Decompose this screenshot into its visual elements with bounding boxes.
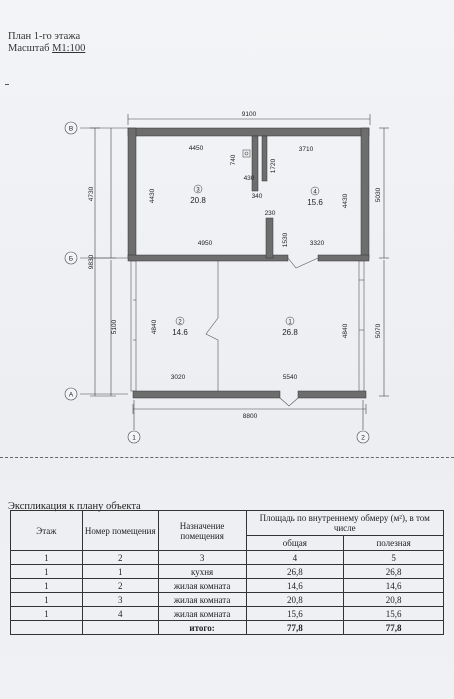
cell-purpose: кухня bbox=[158, 565, 246, 579]
scale-value: М1:100 bbox=[52, 43, 86, 54]
table-row bbox=[11, 607, 444, 621]
dim-left-lower: 5100 bbox=[111, 319, 118, 335]
room-number: 4 bbox=[313, 189, 317, 196]
cell-purpose: жилая комната bbox=[158, 579, 246, 593]
cell-floor: 1 bbox=[11, 579, 83, 593]
dim-right-upper: 5030 bbox=[375, 187, 382, 203]
scale-label: Масштаб bbox=[8, 43, 50, 54]
walls bbox=[128, 128, 369, 398]
dim-room3-top: 4450 bbox=[188, 145, 204, 152]
summary-total: 77,8 bbox=[246, 621, 344, 635]
cell-useful: 26,8 bbox=[344, 565, 444, 579]
dim-room2-bottom: 3020 bbox=[170, 374, 186, 381]
room-number: 3 bbox=[196, 187, 200, 194]
dim-room3-height: 4430 bbox=[149, 188, 156, 204]
header-floor: Этаж bbox=[11, 511, 83, 551]
cell-num: 2 bbox=[82, 579, 158, 593]
cell-total: 20,8 bbox=[246, 593, 344, 607]
cell-purpose: жилая комната bbox=[158, 607, 246, 621]
axis-label-v: В bbox=[68, 125, 74, 133]
col-number: 4 bbox=[246, 551, 344, 565]
dim-room2-height: 4840 bbox=[151, 319, 158, 335]
room-area: 26.8 bbox=[282, 328, 298, 337]
explication-title: Экспликация к плану объекта bbox=[8, 501, 141, 512]
table-row bbox=[11, 565, 444, 579]
col-number: 3 bbox=[158, 551, 246, 565]
cell-total: 14,6 bbox=[246, 579, 344, 593]
cell-purpose: жилая комната bbox=[158, 593, 246, 607]
axis-label-1: 1 bbox=[132, 434, 136, 442]
dim-room1-height: 4840 bbox=[342, 323, 349, 339]
cell-total: 15,6 bbox=[246, 607, 344, 621]
dim-shaft-230: 230 bbox=[264, 210, 276, 217]
dim-room4-height: 4430 bbox=[342, 193, 349, 209]
room-labels bbox=[172, 188, 323, 338]
col-number: 2 bbox=[82, 551, 158, 565]
dim-left-upper: 4730 bbox=[88, 186, 95, 202]
cell-floor: 1 bbox=[11, 607, 83, 621]
dim-overall-top: 9100 bbox=[241, 111, 257, 118]
cell-floor: 1 bbox=[11, 593, 83, 607]
axis-label-b: Б bbox=[68, 255, 74, 263]
dim-left-total: 9830 bbox=[88, 254, 95, 270]
dim-shaft-v2: 1720 bbox=[270, 158, 277, 174]
col-number: 1 bbox=[11, 551, 83, 565]
header-area: Площадь по внутреннему обмеру (м²), в том числе bbox=[246, 511, 444, 536]
dim-room4-top: 3710 bbox=[298, 146, 314, 153]
section-separator bbox=[0, 457, 454, 458]
dim-right-lower: 5070 bbox=[375, 323, 382, 339]
cell-floor: 1 bbox=[11, 565, 83, 579]
header-total: общая bbox=[246, 536, 344, 551]
cell-num: 3 bbox=[82, 593, 158, 607]
summary-label: итого: bbox=[158, 621, 246, 635]
dim-room4-bottom: 3320 bbox=[309, 240, 325, 247]
cell-total: 26,8 bbox=[246, 565, 344, 579]
room-number: 1 bbox=[288, 319, 292, 326]
dim-shaft-h: 430 bbox=[243, 175, 255, 182]
window-walls bbox=[131, 150, 364, 406]
cell-num: 4 bbox=[82, 607, 158, 621]
dim-room3-bottom: 4950 bbox=[197, 240, 213, 247]
col-number: 5 bbox=[344, 551, 444, 565]
plan-title: План 1-го этажа bbox=[8, 31, 81, 42]
room-area: 14.6 bbox=[172, 328, 188, 337]
dim-partition: 1530 bbox=[282, 232, 289, 248]
cell-empty bbox=[11, 621, 83, 635]
room-area: 20.8 bbox=[190, 196, 206, 205]
header-room-num: Номер помещения bbox=[82, 511, 158, 551]
column-number-row bbox=[11, 551, 444, 565]
axis-label-2: 2 bbox=[361, 434, 365, 442]
cell-useful: 20,8 bbox=[344, 593, 444, 607]
dim-room1-bottom: 5540 bbox=[282, 374, 298, 381]
room-area: 15.6 bbox=[307, 198, 323, 207]
cell-empty bbox=[82, 621, 158, 635]
dim-shaft-340: 340 bbox=[251, 193, 263, 200]
header-purpose: Назначение помещения bbox=[158, 511, 246, 551]
dim-shaft-v: 740 bbox=[230, 154, 237, 166]
axis-label-a: А bbox=[68, 391, 74, 399]
room-number: 2 bbox=[178, 319, 182, 326]
dim-overall-bottom: 8800 bbox=[242, 413, 258, 420]
cell-num: 1 bbox=[82, 565, 158, 579]
summary-useful: 77,8 bbox=[344, 621, 444, 635]
table-row bbox=[11, 579, 444, 593]
cell-useful: 15,6 bbox=[344, 607, 444, 621]
table-row bbox=[11, 593, 444, 607]
cell-useful: 14,6 bbox=[344, 579, 444, 593]
summary-row bbox=[11, 621, 444, 635]
header-useful: полезная bbox=[344, 536, 444, 551]
explication-table bbox=[10, 510, 444, 635]
